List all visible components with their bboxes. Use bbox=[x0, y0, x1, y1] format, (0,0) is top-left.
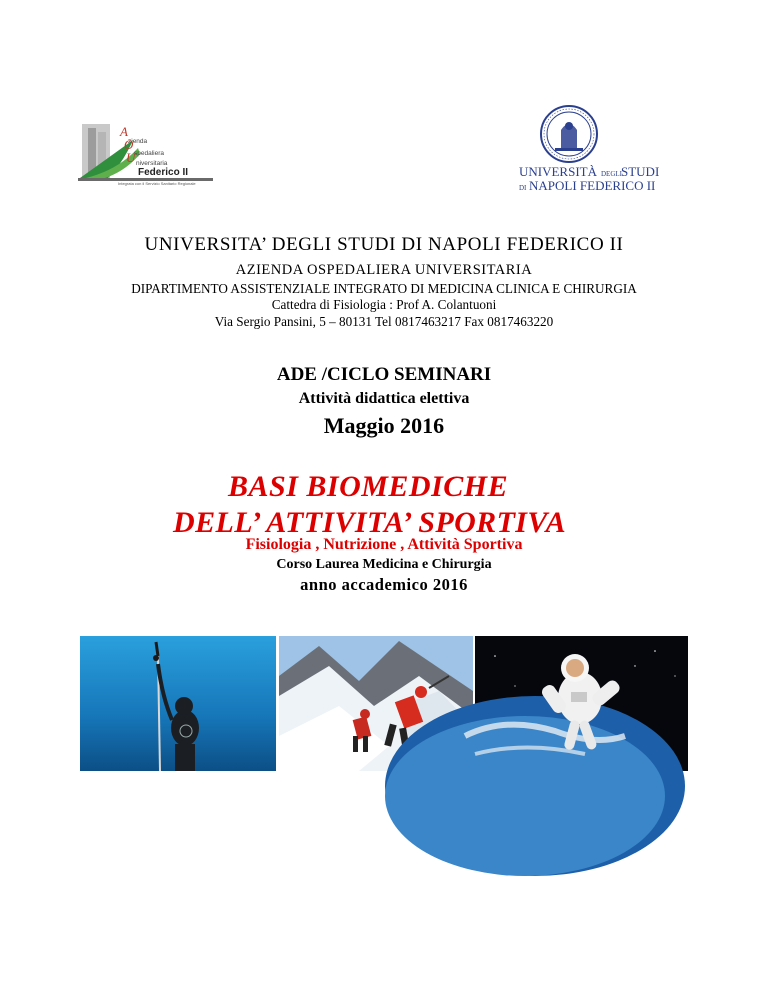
university-name: UNIVERSITA’ DEGLI STUDI DI NAPOLI FEDERICO II bbox=[144, 234, 624, 255]
svg-text:DEGLI: DEGLI bbox=[601, 170, 622, 178]
astronaut-photo bbox=[475, 636, 688, 771]
main-title-line-1: BASI BIOMEDICHE bbox=[228, 470, 509, 503]
seminar-subheading: Attività didattica elettiva bbox=[298, 390, 470, 407]
chair-line: Cattedra di Fisiologia : Prof A. Colantuoni bbox=[271, 297, 497, 312]
svg-text:A: A bbox=[120, 124, 128, 139]
svg-text:STUDI: STUDI bbox=[621, 164, 660, 179]
academic-year: anno accademico 2016 bbox=[300, 575, 468, 594]
svg-text:DI: DI bbox=[519, 184, 527, 192]
freediver-photo bbox=[80, 636, 276, 771]
svg-text:zienda: zienda bbox=[128, 138, 148, 145]
main-title-line-2: DELL’ ATTIVITA’ SPORTIVA bbox=[173, 506, 566, 539]
course-line: Corso Laurea Medicina e Chirurgia bbox=[276, 557, 492, 572]
svg-text:niversitaria: niversitaria bbox=[136, 160, 168, 167]
hospital-logo-icon bbox=[78, 118, 213, 186]
seminar-date: Maggio 2016 bbox=[323, 413, 445, 438]
svg-text:spedaliera: spedaliera bbox=[134, 150, 164, 157]
department-name: DIPARTIMENTO ASSISTENZIALE INTEGRATO DI MEDICINA CLINICA E CHIRURGIA bbox=[131, 281, 637, 296]
topics-line: Fisiologia , Nutrizione , Attività Sportiva bbox=[245, 536, 523, 553]
address-line: Via Sergio Pansini, 5 – 80131 Tel 0817463217 Fax 0817463220 bbox=[214, 314, 554, 329]
hospital-name: AZIENDA OSPEDALIERA UNIVERSITARIA bbox=[235, 262, 533, 278]
university-seal-icon bbox=[515, 104, 660, 196]
seminar-heading: ADE /CICLO SEMINARI bbox=[276, 364, 492, 385]
svg-text:O: O bbox=[124, 137, 134, 152]
svg-text:Integrata con il Servizio Sani: Integrata con il Servizio Sanitario Regionale bbox=[118, 181, 196, 186]
svg-text:NAPOLI FEDERICO II: NAPOLI FEDERICO II bbox=[529, 178, 656, 193]
svg-text:U: U bbox=[126, 150, 136, 165]
svg-text:UNIVERSITÀ: UNIVERSITÀ bbox=[519, 164, 597, 179]
svg-text:Federico II: Federico II bbox=[138, 167, 189, 178]
